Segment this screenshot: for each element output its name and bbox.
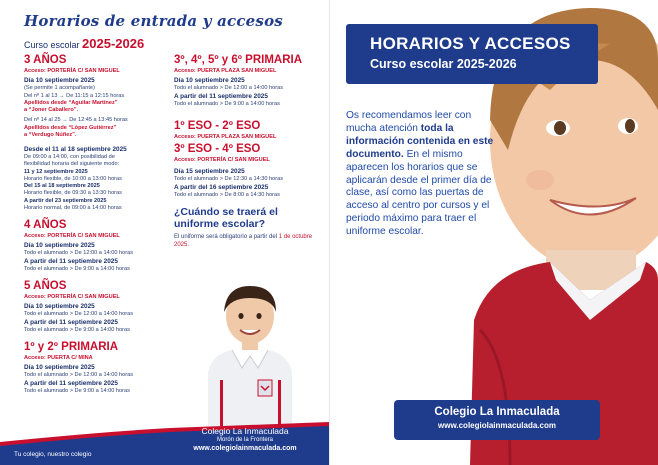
text-line: Todo el alumnado > De 9:00 a 14:00 horas xyxy=(24,326,130,333)
section-title-1-2-eso: 1º ESO - 2º ESO xyxy=(174,120,261,132)
access-label: Acceso: xyxy=(24,355,46,361)
header-subtitle: Curso escolar 2025-2026 xyxy=(370,57,517,71)
date-line: Día 10 septiembre 2025 xyxy=(24,364,95,371)
uniform-date: 1 de octubre 2025. xyxy=(174,234,313,248)
college-website: www.colegiolainmaculada.com xyxy=(193,445,297,452)
date-line: A partir del 16 septiembre 2025 xyxy=(174,183,269,191)
date-line: A partir del 11 septiembre 2025 xyxy=(174,92,268,100)
intro-text-1: Os recomendamos leer con mucha atención xyxy=(346,110,472,134)
access-label: Acceso: xyxy=(24,294,46,300)
text-line: Horario flexible, de 10:00 a 13:00 horas xyxy=(24,175,122,182)
section-title-5-anos: 5 AÑOS xyxy=(24,280,67,292)
access-value: PORTERÍA C/ SAN MIGUEL xyxy=(47,233,120,239)
uniform-question: ¿Cuándo se traerá el uniforme escolar? xyxy=(174,206,278,230)
text-line: Todo el alumnado > De 12:00 a 14:00 horas xyxy=(24,250,134,256)
college-info xyxy=(170,426,320,454)
access-label: Acceso: xyxy=(24,233,46,239)
cover-panel xyxy=(330,0,658,465)
college-name: Colegio La Inmaculada xyxy=(201,426,289,436)
course-year: 2025-2026 xyxy=(82,36,145,51)
date-line: Día 15 septiembre 2025 xyxy=(174,168,245,175)
college-city: Morón de la Frontera xyxy=(216,437,274,443)
date-line: Desde el 11 al 18 septiembre 2025 xyxy=(24,145,127,153)
access-value: PUERTA PLAZA SAN MIGUEL xyxy=(197,134,277,140)
group-line: Del nº 1 al 13 → De 11:15 a 12:15 horas xyxy=(24,92,125,99)
date-line: Día 10 septiembre 2025 xyxy=(174,77,245,84)
intro-text-2: En el mismo aparecen los horarios que se aplicarán desde el primer día de clase, así como las puertas de acceso al centro por cursos y el periodo máximo para traer el uniforme escolar. xyxy=(346,148,492,238)
text-line: Todo el alumnado > De 9:00 a 14:00 horas xyxy=(24,387,130,394)
uniform-text-main: El uniforme será obligatorio a partir del xyxy=(174,234,278,240)
section-title-3-6-primaria: 3º, 4º, 5º y 6º PRIMARIA xyxy=(174,54,303,66)
access-value: PORTERÍA C/ SAN MIGUEL xyxy=(197,157,270,163)
surname-line: a “Joner Caballero”. xyxy=(24,107,79,113)
footer-box xyxy=(394,400,600,440)
date-line: A partir del 11 septiembre 2025 xyxy=(24,318,118,326)
access-label: Acceso: xyxy=(24,68,46,74)
footer-college-name: Colegio La Inmaculada xyxy=(434,406,560,418)
text-line: Horario normal, de 09:00 a 14:00 horas xyxy=(24,204,122,211)
access-value: PORTERÍA C/ SAN MIGUEL xyxy=(47,294,120,300)
text-line: Todo el alumnado > De 9:00 a 14:00 horas xyxy=(24,265,130,272)
text-line: Todo el alumnado > De 12:00 a 14:00 horas xyxy=(24,311,134,317)
date-line: Día 10 septiembre 2025 xyxy=(24,242,95,249)
surname-line: Apellidos desde “López Gutiérrez” xyxy=(24,124,117,131)
access-label: Acceso: xyxy=(174,68,196,74)
text-line: Todo el alumnado > De 8:00 a 14:30 horas xyxy=(174,191,280,198)
access-value: PORTERÍA C/ SAN MIGUEL xyxy=(47,68,120,74)
schedule-column-1 xyxy=(24,54,174,395)
date-line: Del 15 al 18 septiembre 2025 xyxy=(24,183,100,189)
date-line: Día 10 septiembre 2025 xyxy=(24,303,95,310)
intro-text-bold: toda la información contenida en este documento. xyxy=(346,122,494,160)
uniform-text xyxy=(174,233,324,249)
section-title-1-2-primaria: 1º y 2º PRIMARIA xyxy=(24,341,119,353)
section-title-3-anos: 3 AÑOS xyxy=(24,54,67,66)
date-line: A partir del 11 septiembre 2025 xyxy=(24,379,118,387)
date-line: 11 y 12 septiembre 2025 xyxy=(24,168,88,175)
text-line: Todo el alumnado > De 12:00 a 14:00 horas xyxy=(24,372,134,378)
text-line: flexibilidad horaria del siguiente modo: xyxy=(24,161,120,167)
course-line xyxy=(24,36,144,51)
text-line: Todo el alumnado > De 12:00 a 14:00 horas xyxy=(174,85,284,91)
section-title-3-4-eso: 3º ESO - 4º ESO xyxy=(174,143,261,155)
date-line: A partir del 23 septiembre 2025 xyxy=(24,197,107,204)
group-line: Del nº 14 al 25 → De 12:45 a 13:45 horas xyxy=(24,117,128,123)
header-box xyxy=(346,24,598,84)
surname-line: a “Verdugo Núñez”. xyxy=(24,131,77,138)
schedule-column-2 xyxy=(174,54,324,249)
footer-website[interactable]: www.colegiolainmaculada.com xyxy=(438,421,556,430)
intro-paragraph xyxy=(346,110,496,239)
surname-line: Apellidos desde “Aguilar Martínez” xyxy=(24,100,118,106)
tagline: Tu colegio, nuestro colegio xyxy=(14,451,92,458)
student-photo xyxy=(198,276,302,426)
section-title-4-anos: 4 AÑOS xyxy=(24,219,67,231)
course-label: Curso escolar xyxy=(24,40,80,50)
date-line: Día 10 septiembre 2025 xyxy=(24,77,95,84)
text-line: Todo el alumnado > De 9:00 a 14:00 horas xyxy=(174,100,280,107)
access-value: PUERTA C/ MINA xyxy=(47,355,93,361)
text-line: Horario flexible, de 09:30 a 13:30 horas xyxy=(24,190,122,196)
text-line: De 09:00 a 14:00, con posibilidad de xyxy=(24,153,115,160)
date-line: A partir del 11 septiembre 2025 xyxy=(24,257,118,265)
header-title: HORARIOS Y ACCESOS xyxy=(370,34,571,53)
text-line: Todo el alumnado > De 12:30 a 14:30 horas xyxy=(174,176,284,182)
script-title: Horarios de entrada y accesos xyxy=(24,12,283,30)
access-value: PUERTA PLAZA SAN MIGUEL xyxy=(197,68,277,74)
access-label: Acceso: xyxy=(174,157,196,163)
note-line: (Se permite 1 acompañante) xyxy=(24,85,95,91)
access-label: Acceso: xyxy=(174,134,196,140)
